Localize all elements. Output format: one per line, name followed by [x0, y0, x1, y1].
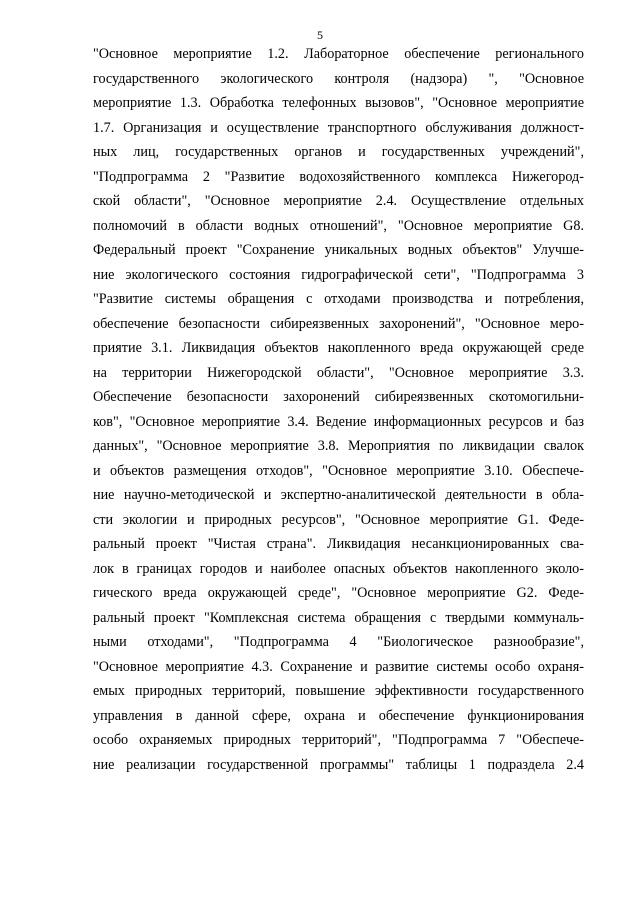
page-number: 5 [317, 28, 323, 42]
text-line: ние реализации государственной программы" таблицы 1 подраздела 2.4 [93, 756, 584, 773]
text-line: "Основное мероприятие 1.2. Лабораторное обеспечение регионального [93, 46, 584, 62]
text-line: ской области", "Основное мероприятие 2.4. Осуществление отдельных [93, 193, 584, 209]
text-line: емых природных территорий, повышение эффективности государственного [93, 683, 584, 699]
text-line: ние экологического состояния гидрографической сети", "Подпрограмма 3 [93, 266, 584, 283]
text-line: "Подпрограмма 2 "Развитие водохозяйственного комплекса Нижегород- [93, 168, 584, 185]
text-line: ных лиц, государственных органов и государственных учреждений", [93, 144, 584, 160]
text-line: сти экологии и природных ресурсов", "Основное мероприятие G1. Феде- [93, 511, 584, 528]
text-line: "Основное мероприятие 4.3. Сохранение и развитие системы особо охраня- [93, 658, 584, 675]
text-line: ральный проект "Комплексная система обращения с твердыми коммуналь- [93, 609, 584, 626]
text-line: гического вреда окружающей среде", "Основное мероприятие G2. Феде- [93, 585, 584, 601]
body-paragraph [93, 42, 584, 777]
text-line: полномочий в области водных отношений", "Основное мероприятие G8. [93, 217, 584, 234]
text-line: лок в границах городов и наиболее опасных объектов накопленного эколо- [93, 560, 584, 577]
text-line: мероприятие 1.3. Обработка телефонных вызовов", "Основное мероприятие [93, 95, 584, 111]
text-line: ральный проект "Чистая страна". Ликвидация несанкционированных сва- [93, 536, 584, 552]
text-line: ными отходами", "Подпрограмма 4 "Биологическое разнообразие", [93, 634, 584, 650]
text-line: особо охраняемых природных территорий", "Подпрограмма 7 "Обеспече- [93, 732, 584, 748]
text-line: данных", "Основное мероприятие 3.8. Мероприятия по ликвидации свалок [93, 438, 584, 454]
text-line: "Развитие системы обращения с отходами производства и потребления, [93, 291, 584, 307]
text-line: ние научно-методической и экспертно-аналитической деятельности в обла- [93, 487, 584, 503]
text-line: ков", "Основное мероприятие 3.4. Ведение информационных ресурсов и баз [93, 413, 584, 430]
text-line: обеспечение безопасности сибиреязвенных захоронений", "Основное меро- [93, 315, 584, 332]
text-line: управления в данной сфере, охрана и обеспечение функционирования [93, 707, 584, 724]
text-line: и объектов размещения отходов", "Основное мероприятие 3.10. Обеспече- [93, 462, 584, 479]
text-line: Федеральный проект "Сохранение уникальных водных объектов" Улучше- [93, 242, 584, 258]
text-line: государственного экологического контроля (надзора) ", "Основное [93, 70, 584, 87]
text-line: Обеспечение безопасности захоронений сибиреязвенных скотомогильни- [93, 389, 584, 405]
text-line: приятие 3.1. Ликвидация объектов накопленного вреда окружающей среде [93, 340, 584, 356]
text-line: на территории Нижегородской области", "Основное мероприятие 3.3. [93, 364, 584, 381]
text-line: 1.7. Организация и осуществление транспортного обслуживания должност- [93, 119, 584, 136]
